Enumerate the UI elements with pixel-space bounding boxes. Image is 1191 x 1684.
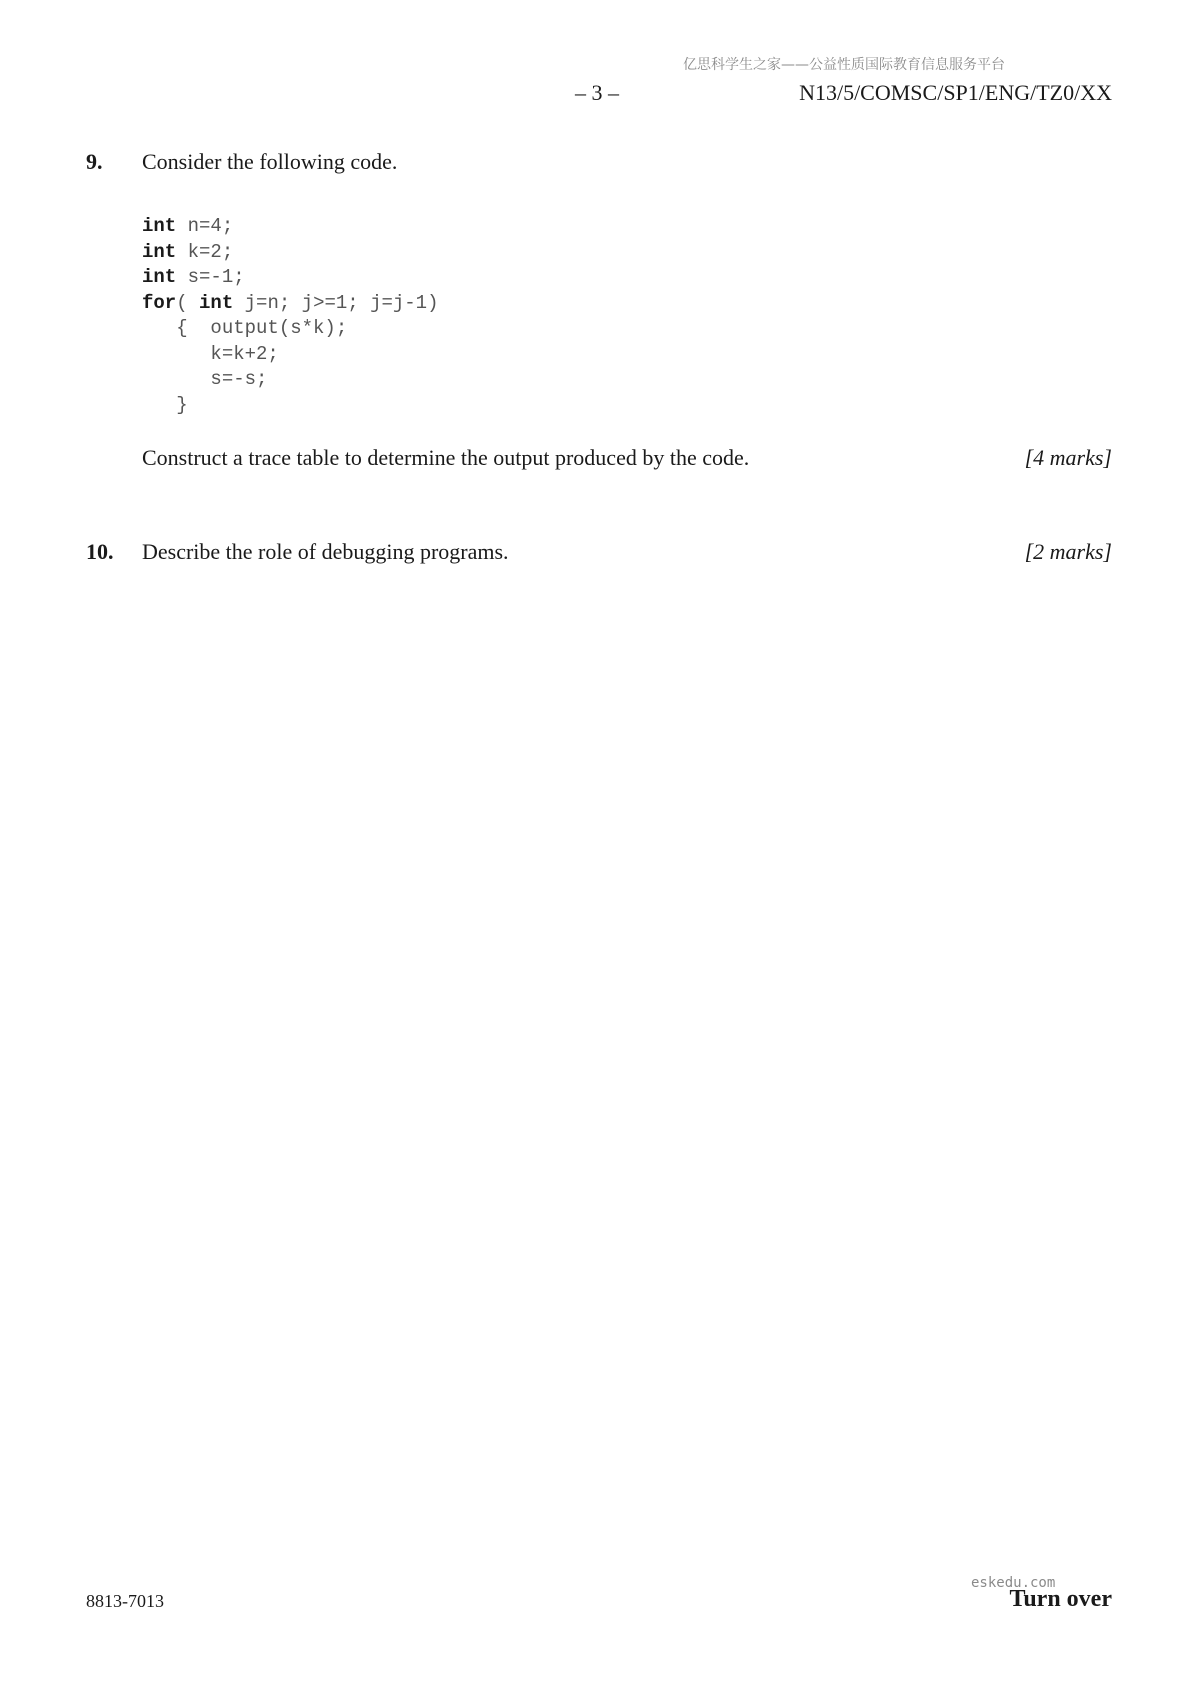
code-line: int s=-1;	[142, 266, 245, 288]
code-block	[142, 214, 438, 418]
watermark-bottom: eskedu.com	[971, 1575, 1056, 1591]
page-number: – 3 –	[575, 80, 619, 105]
footer-code: 8813-7013	[86, 1591, 164, 1611]
question-9-intro: Consider the following code.	[142, 149, 398, 174]
code-line: }	[142, 393, 188, 416]
question-9-task: Construct a trace table to determine the output produced by the code.	[142, 445, 750, 470]
question-10-task: Describe the role of debugging programs.	[142, 539, 509, 564]
question-10-number: 10.	[86, 539, 114, 564]
question-9-number: 9.	[86, 149, 103, 174]
turn-over-label: Turn over	[1009, 1586, 1112, 1612]
code-line: for( int j=n; j>=1; j=j-1)	[142, 291, 439, 314]
code-line: { output(s*k);	[142, 317, 348, 339]
code-line: int k=2;	[142, 240, 234, 263]
code-line: s=-s;	[142, 368, 268, 390]
watermark-top: 亿思科学生之家——公益性质国际教育信息服务平台	[683, 57, 1005, 73]
code-line: int n=4;	[142, 215, 234, 237]
question-10-marks: [2 marks]	[1024, 539, 1112, 564]
code-line: k=k+2;	[142, 342, 279, 365]
paper-code: N13/5/COMSC/SP1/ENG/TZ0/XX	[799, 80, 1112, 105]
question-9-marks: [4 marks]	[1024, 445, 1112, 470]
